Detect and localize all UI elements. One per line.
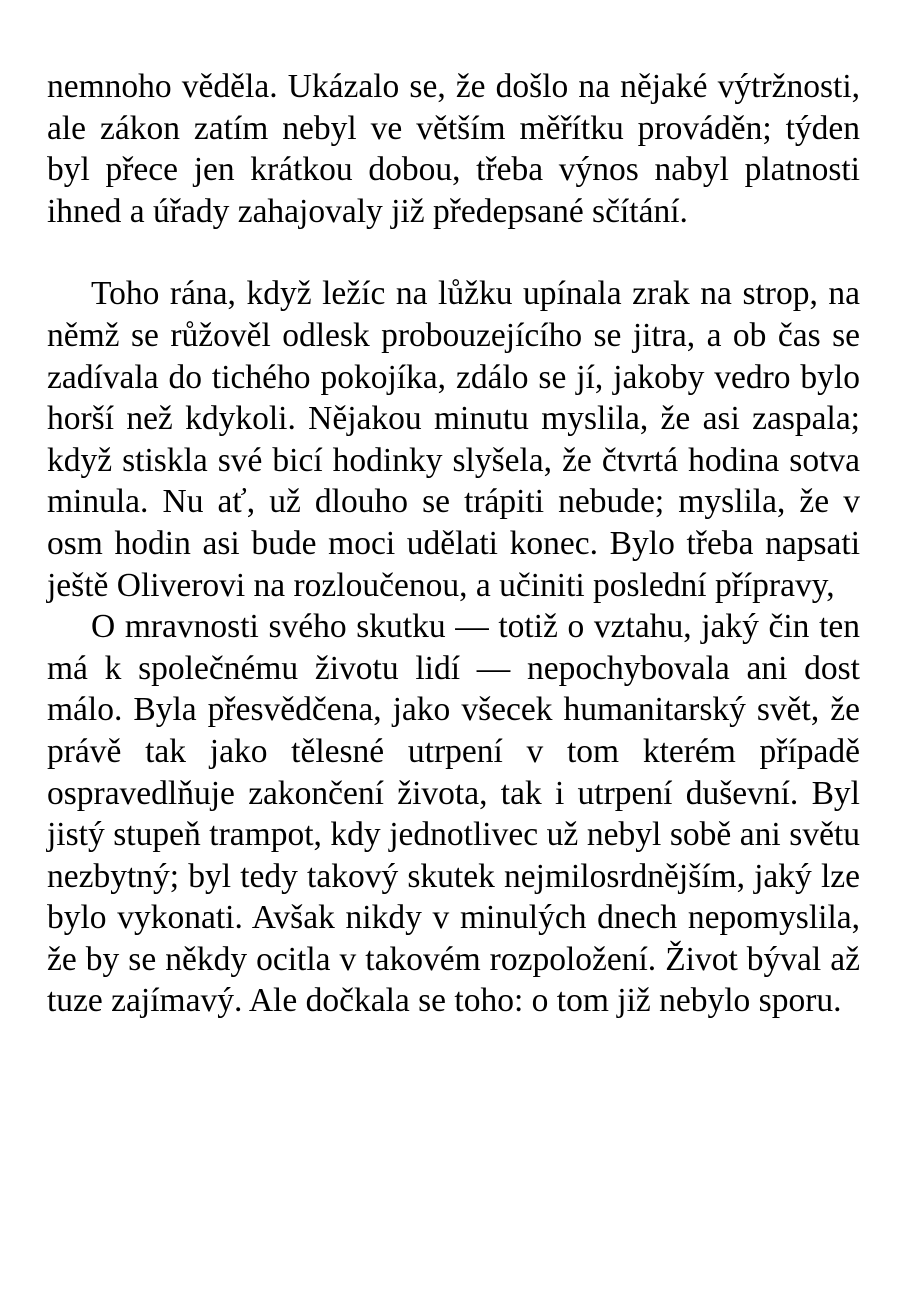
book-page xyxy=(47,66,860,1022)
paragraph-morality: O mravnosti svého skutku — totiž o vztahu, jaký čin ten má k společnému životu lidí — nepochybovala ani dost málo. Byla přesvědčena, jako všecek humanitarský svět, že právě tak jako tělesné utrpení v tom kterém případě ospravedlňuje zakončení života, tak i utrpení duševní. Byl jistý stupeň trampot, kdy jednotlivec už nebyl sobě ani světu nezbytný; byl tedy takový skutek nejmilosrdnějším, jaký lze bylo vykonati. Avšak nikdy v minulých dnech nepomyslila, že by se někdy ocitla v takovém rozpoložení. Život býval až tuze zajímavý. Ale dočkala se toho: o tom již nebylo sporu. xyxy=(47,608,860,1020)
paragraph-morning: Toho rána, když ležíc na lůžku upínala zrak na strop, na němž se růžověl odlesk probouzejícího se jitra, a ob čas se zadívala do tichého pokojíka, zdálo se jí, jakoby vedro bylo horší než kdykoli. Nějakou minutu myslila, že asi zaspala; když stiskla své bicí hodinky slyšela, že čtvrtá hodina sotva minula. Nu ať, už dlouho se trápiti nebude; myslila, že v osm hodin asi bude moci udělati konec. Bylo třeba napsati ještě Oliverovi na rozloučenou, a učiniti poslední přípravy, xyxy=(47,275,860,604)
paragraph-continuation: nemnoho věděla. Ukázalo se, že došlo na nějaké výtržnosti, ale zákon zatím nebyl ve větším měřítku prováděn; týden byl přece jen krátkou dobou, třeba výnos nabyl platnosti ihned a úřady zahajovaly již předepsané sčítání. xyxy=(47,68,860,230)
